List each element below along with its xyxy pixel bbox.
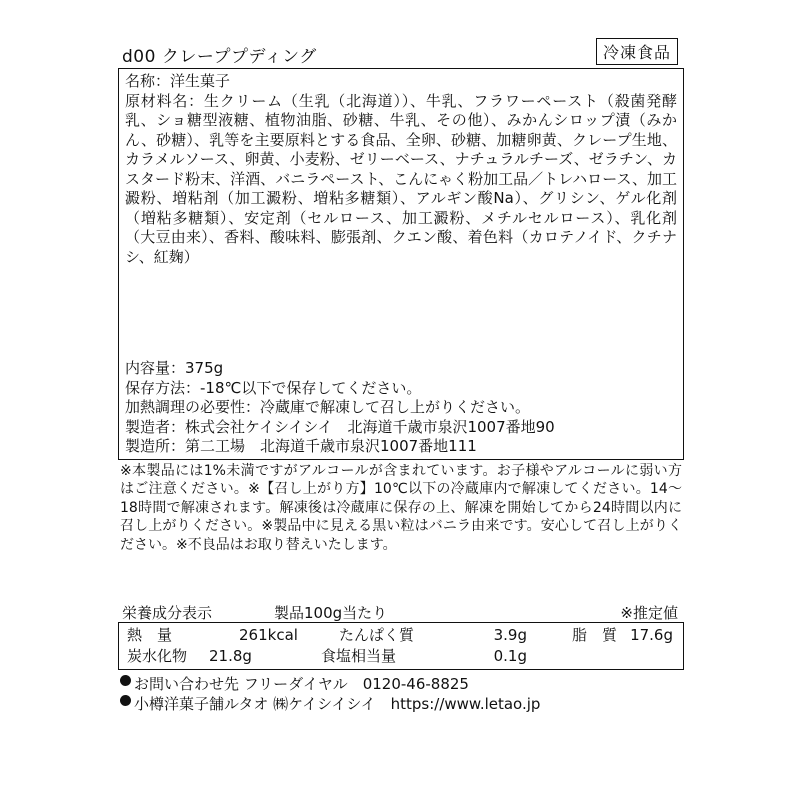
nutrition-row [127, 625, 675, 646]
bullet-icon [120, 695, 131, 706]
nutrition-header [118, 600, 684, 622]
carb-value: 21.8g [209, 646, 252, 665]
label-header [118, 38, 684, 68]
factory: 製造所：第二工場 北海道千歳市泉沢1007番地111 [125, 437, 477, 455]
company-line [120, 694, 684, 714]
manufacturer: 製造者：株式会社ケイシイシイ 北海道千歳市泉沢1007番地90 [125, 417, 555, 436]
fat-value: 17.6g [630, 625, 673, 644]
company-text: 小樽洋菓子舗ルタオ ㈱ケイシイシイ https://www.letao.jp [134, 694, 541, 713]
fat-label: 脂 質 [571, 625, 617, 644]
product-name: 名称：洋生菓子 [125, 72, 231, 90]
estimated-note: ※推定値 [620, 603, 678, 622]
energy-value: 261kcal [239, 625, 298, 644]
frozen-food-badge: 冷凍食品 [596, 38, 678, 65]
product-info-box [118, 68, 684, 460]
carb-label: 炭水化物 [127, 646, 188, 665]
protein-value: 3.9g [493, 625, 527, 644]
energy-label: 熱 量 [127, 625, 173, 644]
heating-instructions: 加熱調理の必要性：冷蔵庫で解凍して召し上がりください。 [125, 398, 531, 416]
salt-label: 食塩相当量 [321, 646, 397, 665]
nutrition-row [127, 646, 675, 667]
content-amount: 内容量：375g [125, 359, 224, 377]
ingredients-block [125, 72, 677, 359]
storage-method: 保存方法：-18℃以下で保存してください。 [125, 378, 422, 397]
protein-label: たんぱく質 [339, 625, 415, 644]
inquiry-text: お問い合わせ先 フリーダイヤル 0120-46-8825 [134, 674, 469, 693]
inquiry-line [120, 674, 684, 694]
nutrition-basis: 製品100g当たり [274, 603, 388, 622]
bullet-icon [120, 675, 131, 686]
nutrition-title: 栄養成分表示 [122, 603, 213, 622]
product-code: d00 クレーププディング [122, 47, 317, 67]
salt-value: 0.1g [493, 646, 527, 665]
ingredients-list: 原材料名：生クリーム（生乳（北海道））、牛乳、フラワーペースト（殺菌発酵乳、ショ糖型液糖、植物油脂、砂糖、牛乳、その他）、みかんシロップ漬（みかん、砂糖）、乳等を主要原料とする食品、全卵、砂糖、加糖卵黄、クレープ生地、カラメルソース、卵黄、小麦粉、ゼリーベース、ナチュラルチーズ、ゼラチン、カスタード粉末、洋酒、バニラペースト、こんにゃく粉加工品／トレハロース、加工澱粉、増粘剤（加工澱粉、増粘多糖類）、アルギン酸Na）、グリシン、ゲル化剤（増粘多糖類）、安定剤（セルロース、加工澱粉、メチルセルロース）、乳化剤（大豆由来）、香料、酸味料、膨張剤、クエン酸、着色料（カロテノイド、クチナシ、紅麹） [125, 91, 677, 266]
food-label [118, 38, 684, 714]
contact-info [118, 674, 684, 714]
nutrition-table [118, 622, 684, 670]
caution-notes: ※本製品には1%未満ですがアルコールが含まれています。お子様やアルコールに弱い方はご注意ください。※【召し上がり方】10℃以下の冷蔵庫内で解凍してください。14〜18時間で解凍されます。解凍後は冷蔵庫に保存の上、解凍を開始してから24時間以内に召し上がりください。※製品中に見える黒い粒はバニラ由来です。安心して召し上がりください。※不良品はお取り替えいたします。 [120, 462, 682, 553]
